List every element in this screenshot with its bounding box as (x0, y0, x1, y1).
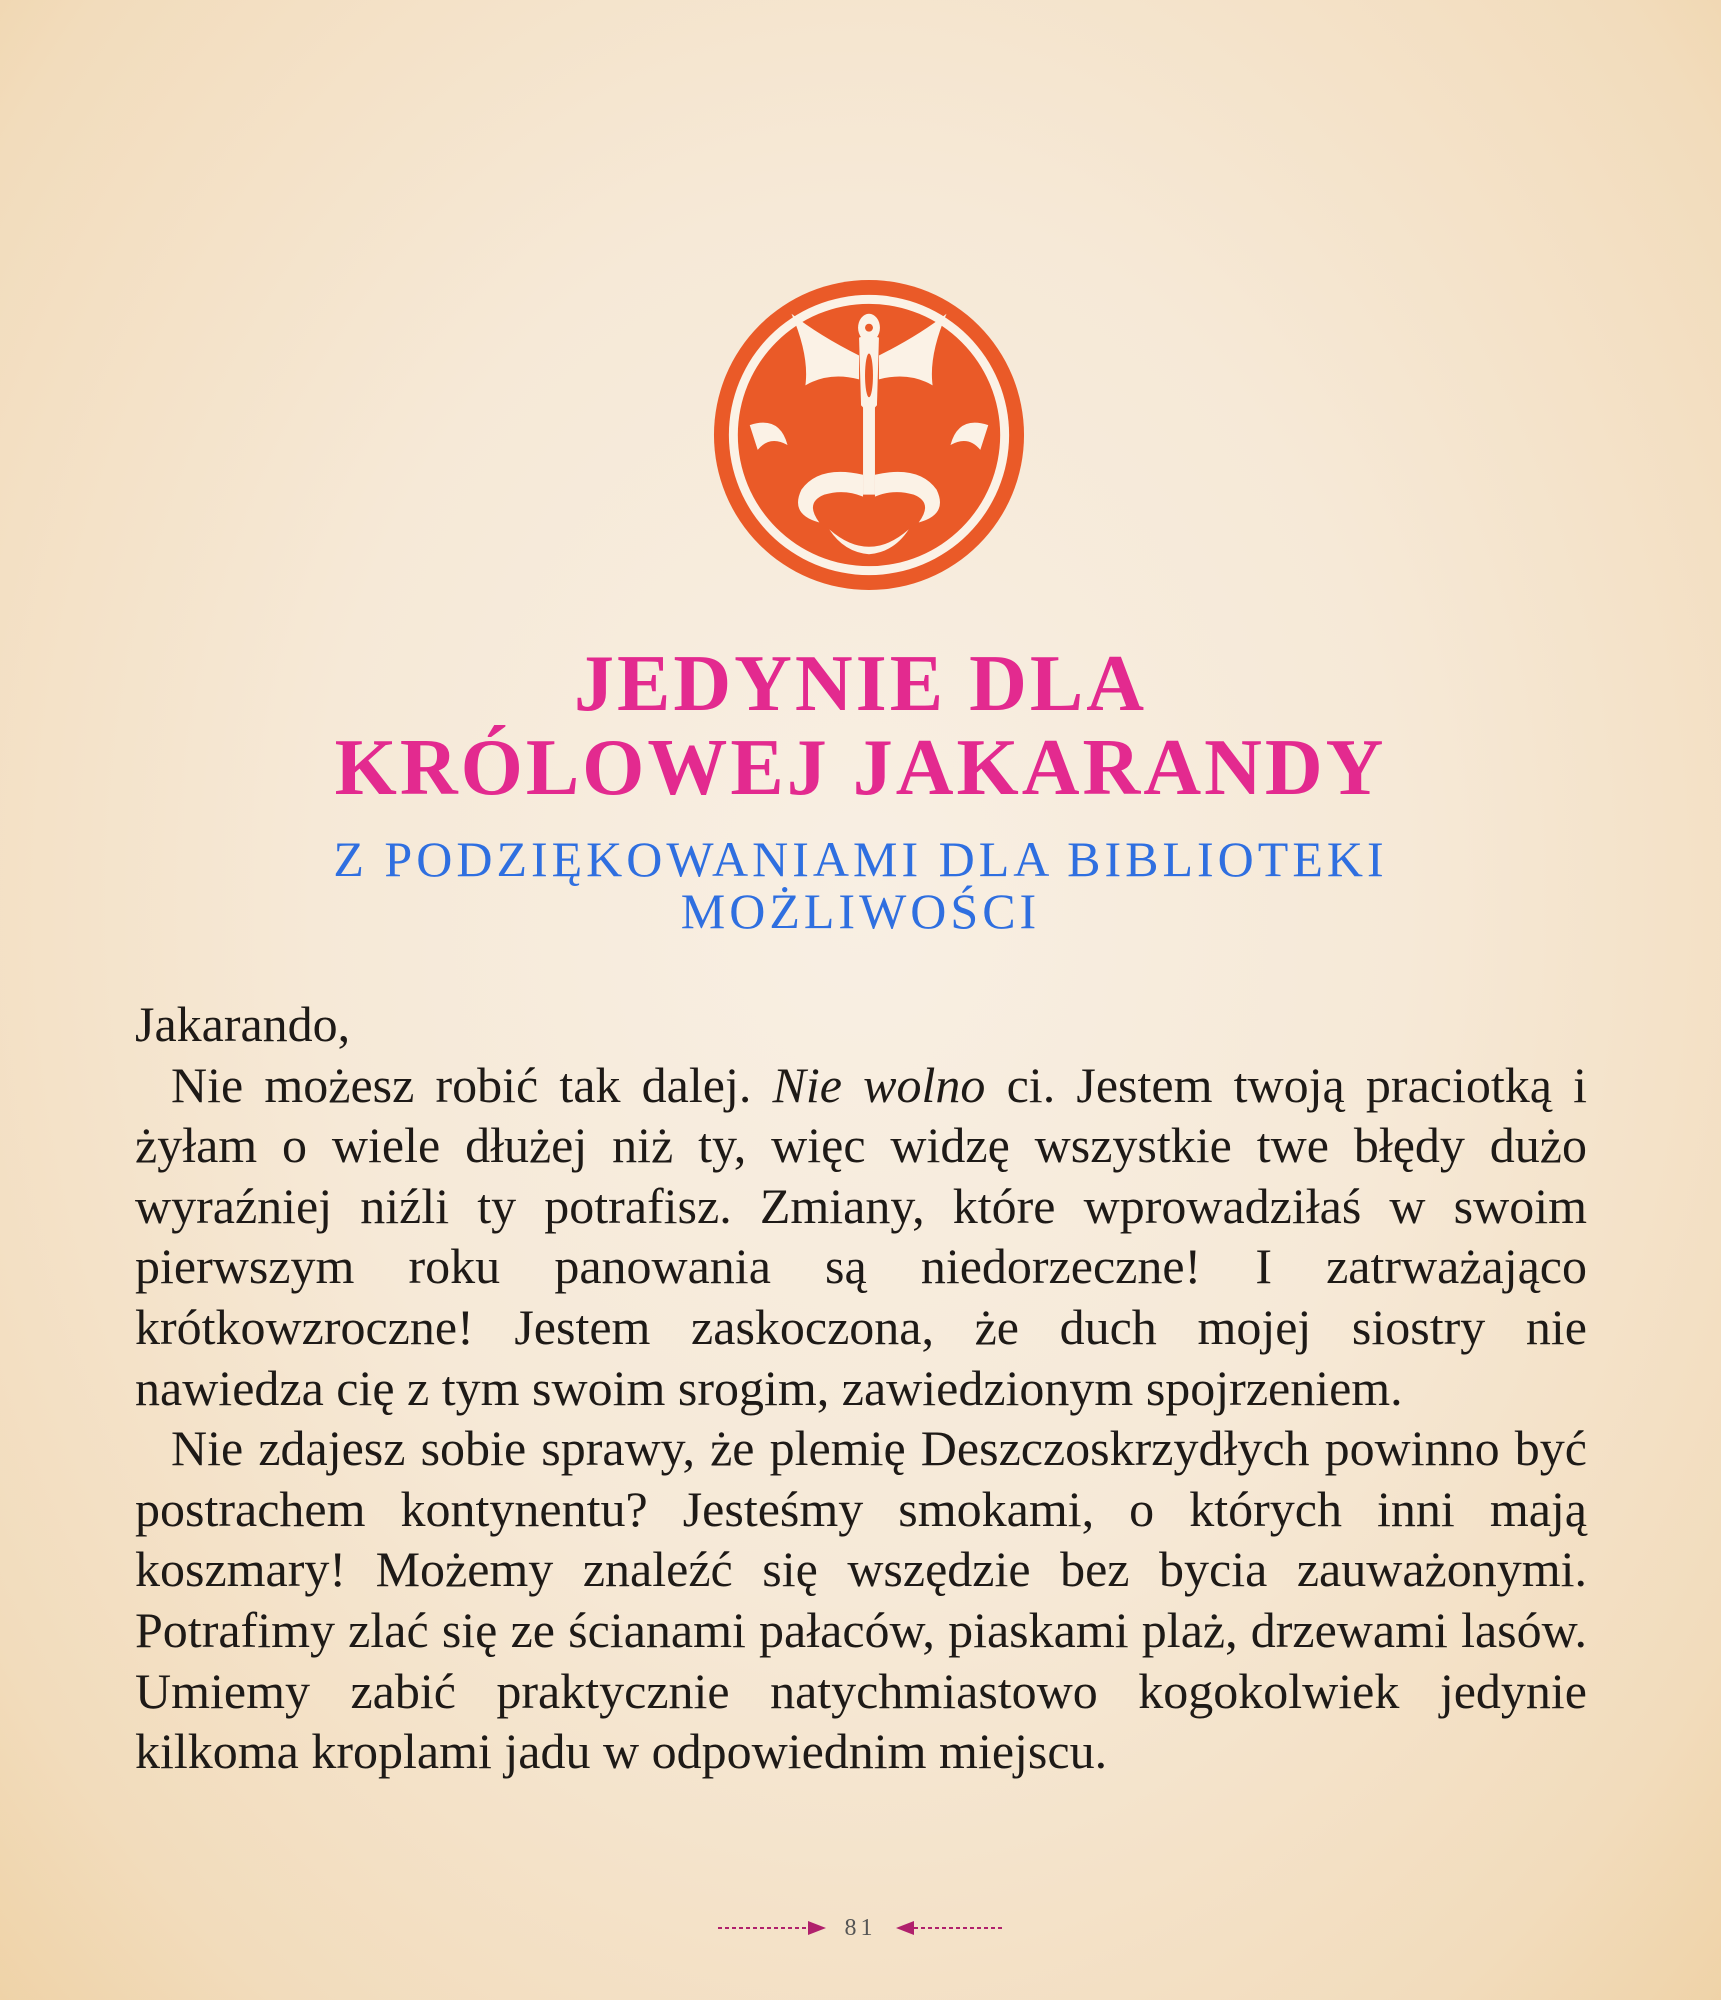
dragon-seal-icon (710, 276, 1028, 594)
page-footer (0, 1910, 1721, 1946)
subtitle-line-2: MOŻLIWOŚCI (680, 883, 1041, 939)
title-line-1: JEDYNIE DLA (573, 640, 1148, 728)
paragraph-1-start: Nie możesz robić tak dalej. (171, 1056, 773, 1113)
page-number: 81 (844, 1915, 877, 1941)
letter-salutation: Jakarando, (135, 996, 351, 1052)
letter-paragraph-1 (135, 1055, 1587, 1419)
subtitle-line-1: Z PODZIĘKOWANIAMI DLA BIBLIOTEKI (333, 831, 1388, 887)
paragraph-1-rest: ci. Jestem twoją praciotką i żyłam o wiele dłużej niż ty, więc widzę wszystkie twe błędy dużo wyraźniej niźli ty potrafisz. Zmiany, które wprowadziłaś w swoim pierwszym roku panowania są niedorzeczne! I zatrważająco krótkowzroczne! Jestem zaskoczona, że duch mojej siostry nie nawiedza cię z tym swoim srogim, zawiedzionym spojrzeniem. (135, 1056, 1588, 1416)
letter-body (135, 994, 1587, 1782)
title-line-2: KRÓLOWEJ JAKARANDY (334, 724, 1387, 812)
paragraph-1-emphasis: Nie wolno (772, 1056, 986, 1113)
letter-paragraph-2: Nie zdajesz sobie sprawy, że plemię Deszczoskrzydłych powinno być postrachem kontynentu? Jesteśmy smokami, o których inni mają koszmary! Możemy znaleźć się wszędzie bez bycia zauważonymi. Potrafimy zlać się ze ścianami pałaców, piaskami plaż, drzewami lasów. Umiemy zabić praktycznie natychmiastowo kogokolwiek jedynie kilkoma kroplami jadu w odpowiednim miejscu. (135, 1420, 1587, 1780)
